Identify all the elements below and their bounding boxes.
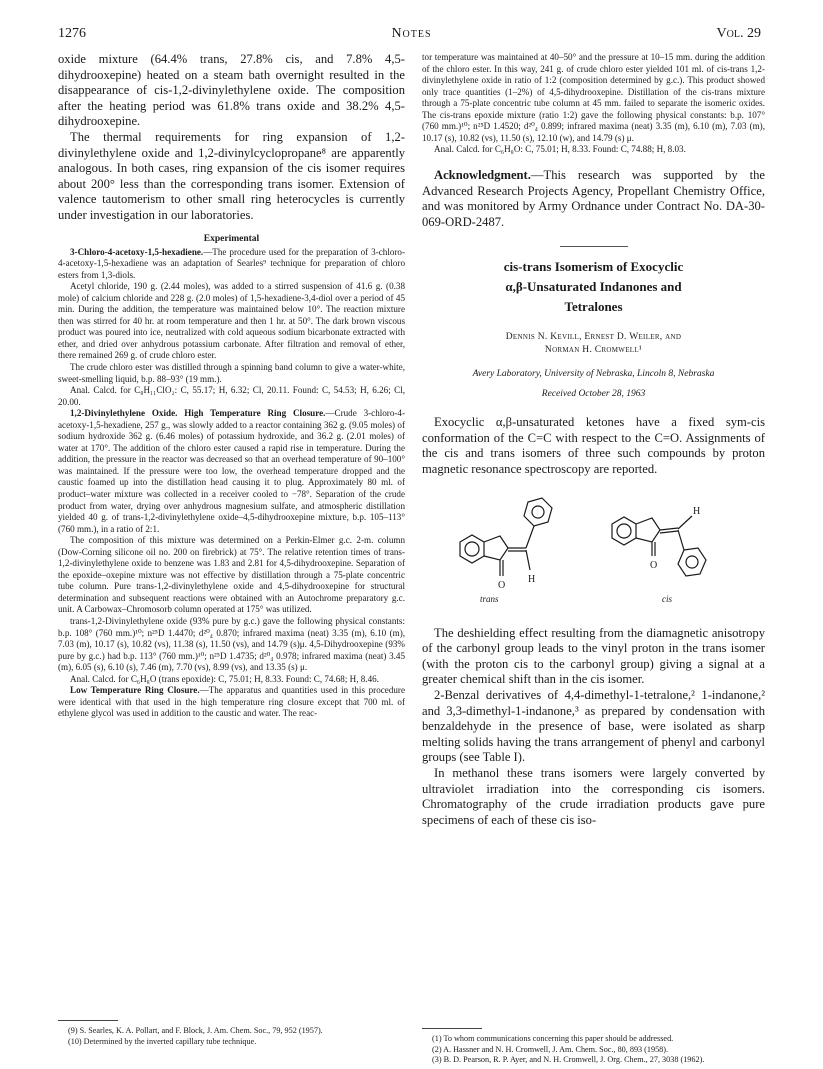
section-text: —Crude 3-chloro-4-acetoxy-1,5-hexadiene, 257 g., was slowly added to a reactor containing 362 g. (9.05 moles) of sodium hydroxide 362 g. (6.46 moles) of potassium hydroxide, and 36.2 g. (2.01 moles) of water at 170°. The addition of the chloro ester caused a rapid rise in temperature. During the addition, the pressure in the reactor was decreased so that an overhead temperature of 90–100° was maintained. If the pressure were too low, the overhead temperature dropped and the caustic foamed up into the distillation head causing it to plug. Approximately 80 ml. of product–water mixture was collected in a receiver cooled to −78°. Separation of the crude product from water, drying over anhydrous magnesium sulfate, and atmospheric distillation yielded 40 g. of trans-1,2-divinylethylene oxide–4,5-dihydrooxepine mixture, b.p. 105–113° (760 mm.), in a ratio of 2:1.	[58, 408, 405, 534]
affiliation: Avery Laboratory, University of Nebraska, Lincoln 8, Nebraska	[472, 369, 715, 380]
author-line: Dennis N. Kevill, Ernest D. Weiler, and	[505, 332, 682, 343]
structure-figure	[422, 490, 765, 606]
running-head: Notes	[391, 26, 432, 41]
acknowledgment-title: Acknowledgment.	[434, 167, 531, 182]
abstract: Exocyclic α,β-unsaturated ketones have a fixed sym-cis conformation of the C=C with respect to the C=O. Assignments of the cis and trans isomers of three such compounds by proton magnetic resonance spectroscopy are reported.	[422, 415, 765, 477]
volume-label: Vol. 29	[716, 26, 761, 41]
section-title: 1,2-Divinylethylene Oxide. High Temperature Ring Closure.	[70, 408, 326, 419]
chemical-structures	[422, 490, 765, 606]
body-paragraph: The deshielding effect resulting from the diamagnetic anisotropy of the carbonyl group leads to the vinyl proton in the trans isomer (with the proton cis to the carbonyl group) giving a signal at a greater chemical shift than in the cis isomer.	[422, 625, 765, 687]
section-title: Low Temperature Ring Closure.	[70, 685, 200, 696]
acknowledgment-text: —This research was supported by the Advanced Research Projects Agency, Propellant Chemistry Office, and was monitored by Army Ordnance under Contract No. DA-30-069-ORD-2487.	[422, 167, 765, 229]
benzo-ring-cis	[612, 517, 636, 545]
body-paragraph: In methanol these trans isomers were largely converted by ultraviolet irradiation into the corresponding cis isomers. Chromatography of the crude irradiation products gave pure specimens of each of these cis iso-	[422, 766, 765, 827]
benzo-ring-trans	[460, 535, 484, 563]
oxygen-label: O	[498, 579, 506, 591]
article-title-line: α,β-Unsaturated Indanones and	[505, 279, 682, 295]
footnote: (10) Determined by the inverted capillary tube technique.	[68, 1036, 257, 1046]
procedure-paragraph: The composition of this mixture was determined on a Perkin-Elmer g.c. 2-m. column (Dow-Corning silicone oil no. 200 on firebrick) at 75°. The relative retention times of trans-1,2-divinylethylene oxide to benzene was 1.83 and 2.81 for 4,5-dihydrooxepine. Separation of the epoxide–oxepine mixture was not effective by distillation through a 75-plate concentric tube column. Pure trans-1,2-divinylethylene oxide and 4,5-dihydrooxepine for structural determination and subsequent reactions were obtained with an Autochrome preparatory g.c. unit. A Carbowax–Chromosorb column operated at 175° was utilized.	[58, 535, 405, 615]
procedure-paragraph	[58, 685, 405, 720]
cis-label: cis	[662, 593, 672, 604]
section-text: —The apparatus and quantities used in this procedure were identical with that used in the high temperature ring closure except that 700 ml. of ethylene glycol was used in addition to the caustic and water. The reac-	[58, 685, 405, 719]
procedure-paragraph	[58, 408, 405, 535]
footnote: (1) To whom communications concerning this paper should be addressed.	[432, 1034, 674, 1043]
phenyl-ring-trans	[524, 498, 552, 526]
footnote: (3) B. D. Pearson, R. P. Ayer, and N. H. Cromwell, J. Org. Chem., 27, 3038 (1962).	[432, 1055, 705, 1065]
hydrogen-label: H	[693, 505, 701, 517]
author-line: Norman H. Cromwell¹	[544, 345, 643, 356]
intro-paragraph: The thermal requirements for ring expansion of 1,2-divinylethylene oxide and 1,2-divinylcyclopropane⁸ are apparently analogous. In both cases, ring expansion of the cis isomer requires about 200° less than the corresponding trans isomer. Extension of valence tautomerism to other small ring heterocycles is currently under investigation in our laboratories.	[58, 129, 405, 222]
experimental-heading: Experimental	[203, 233, 260, 244]
intro-paragraph: oxide mixture (64.4% trans, 27.8% cis, and 7.8% 4,5-dihydrooxepine) heated on a steam bath overnight resulted in the disappearance of cis-1,2-divinylethylene oxide. The composition after the heating period was 61.8% trans oxide and 38.2% 4,5-dihydrooxepine.	[58, 52, 405, 129]
procedure-paragraph: Acetyl chloride, 190 g. (2.44 moles), was added to a stirred suspension of 41.6 g. (0.38 mole) of calcium chloride and 228 g. (2.0 moles) of 1,5-hexadiene-3,4-diol over a period of 45 min. During the addition, the temperature was maintained below 10°. The reaction mixture then was stirred for 40 hr. at room temperature and then 1 hr. at 50°. The dark brown viscous product was poured into ice, neutralized with cold aqueous sodium bicarbonate extracted with ether, and dried over anhydrous potassium carbonate. After filtration and removal of ether, there remained 269 g. of crude chloro ester.	[58, 281, 405, 361]
footnote: (9) S. Searles, K. A. Pollart, and F. Block, J. Am. Chem. Soc., 79, 952 (1957).	[68, 1026, 323, 1035]
procedure-paragraph: The crude chloro ester was distilled through a spinning band column to give a water-white, sweet-smelling liquid, b.p. 88–93° (19 mm.).	[58, 362, 405, 384]
article-title-line: cis-trans Isomerism of Exocyclic	[503, 259, 684, 275]
procedure-paragraph: trans-1,2-Divinylethylene oxide (93% pure by g.c.) gave the following physical constants: b.p. 108° (760 mm.)¹⁰; n²⁵D 1.4470; d²⁰₄ 0.870; infrared maxima (neat) 3.35 (m), 6.10 (m), 7.03 (m), 10.17 (s), 10.82 (vs), 11.38 (s), 11.50 (vs), and 14.79 (s)μ. 4,5-Dihydrooxepine (93% pure by g.c.) had b.p. 113° (760 mm.)¹⁰; n²⁵D 1.4735; d²⁰₄ 0.978; infrared maxima (neat) 3.45 (m), 6.05 (s), 6.10 (s), 7.46 (m), 7.70 (vs), 8.99 (vs), and 13.35 (s) μ.	[58, 616, 405, 673]
acknowledgment	[422, 168, 765, 230]
hydrogen-label: H	[528, 573, 536, 585]
article-title	[422, 257, 765, 317]
section-text: —The procedure used for the preparation of 3-chloro-4-acetoxy-1,5-hexadiene was an adaptation of Searles⁹ technique for preparation of chloro esters from 1,3-diols.	[58, 246, 405, 280]
phenyl-ring-cis	[678, 548, 706, 576]
trans-label: trans	[480, 593, 499, 604]
article-separator	[560, 246, 628, 247]
received-date: Received October 28, 1963	[541, 389, 646, 400]
oxygen-label: O	[650, 559, 658, 571]
footnote-rule	[58, 1020, 118, 1021]
analysis-line: Anal. Calcd. for C₆H₈O (trans epoxide): C, 75.01; H, 8.33. Found: C, 74.68; H, 8.46.	[70, 673, 379, 684]
footnote: (2) A. Hassner and N. H. Cromwell, J. Am. Chem. Soc., 80, 893 (1958).	[432, 1044, 669, 1054]
procedure-paragraph: tor temperature was maintained at 40–50° and the pressure at 10–15 mm. during the addition of the chloro ester. In this way, 241 g. of crude chloro ester yielded 101 ml. of cis-trans 1,2-divinylethylene oxide in ratio of 1:2 (composition determined by g.c.). This product showed only trace quantities (1–2%) of 4,5-dihydrooxepine. Distillation of the cis-trans mixture through a 75-plate concentric tube column at 45 mm. failed to separate the isomeric oxides. The cis-trans epoxide mixture (ratio 1:2) gave the following physical constants: b.p. 107° (760 mm.)¹⁰; n²⁵D 1.4520; d²⁰₄ 0.899; infrared maxima (neat) 3.35 (m), 6.10 (m), 7.03 (m), 10.17 (s), 10.82 (vs), 11.50 (s), 12.10 (w), and 14.79 (s) μ.	[422, 52, 765, 143]
left-column	[58, 52, 405, 720]
body-paragraph: 2-Benzal derivatives of 4,4-dimethyl-1-tetralone,² 1-indanone,² and 3,3-dimethyl-1-indanone,³ as prepared by condensation with benzaldehyde in the presence of base, were isolated as sharp melting solids having the trans arrangement of phenyl and carbonyl groups (see Table I).	[422, 688, 765, 765]
analysis-line: Anal. Calcd. for C₆H₈O: C, 75.01; H, 8.33. Found: C, 74.88; H, 8.03.	[434, 144, 686, 155]
footnotes-left	[58, 1014, 405, 1047]
analysis-line: Anal. Calcd. for C₈H₁₁ClO₂: C, 55.17; H, 6.32; Cl, 20.11. Found: C, 54.53; H, 6.26; Cl, 20.00.	[58, 385, 405, 407]
section-title: 3-Chloro-4-acetoxy-1,5-hexadiene.	[70, 246, 204, 257]
footnote-rule	[422, 1028, 482, 1029]
right-column	[422, 52, 765, 828]
author-list	[422, 331, 765, 357]
procedure-paragraph	[58, 247, 405, 282]
page-number: 1276	[58, 26, 86, 41]
footnotes-right	[422, 1022, 765, 1066]
article-title-line: Tetralones	[564, 299, 623, 315]
